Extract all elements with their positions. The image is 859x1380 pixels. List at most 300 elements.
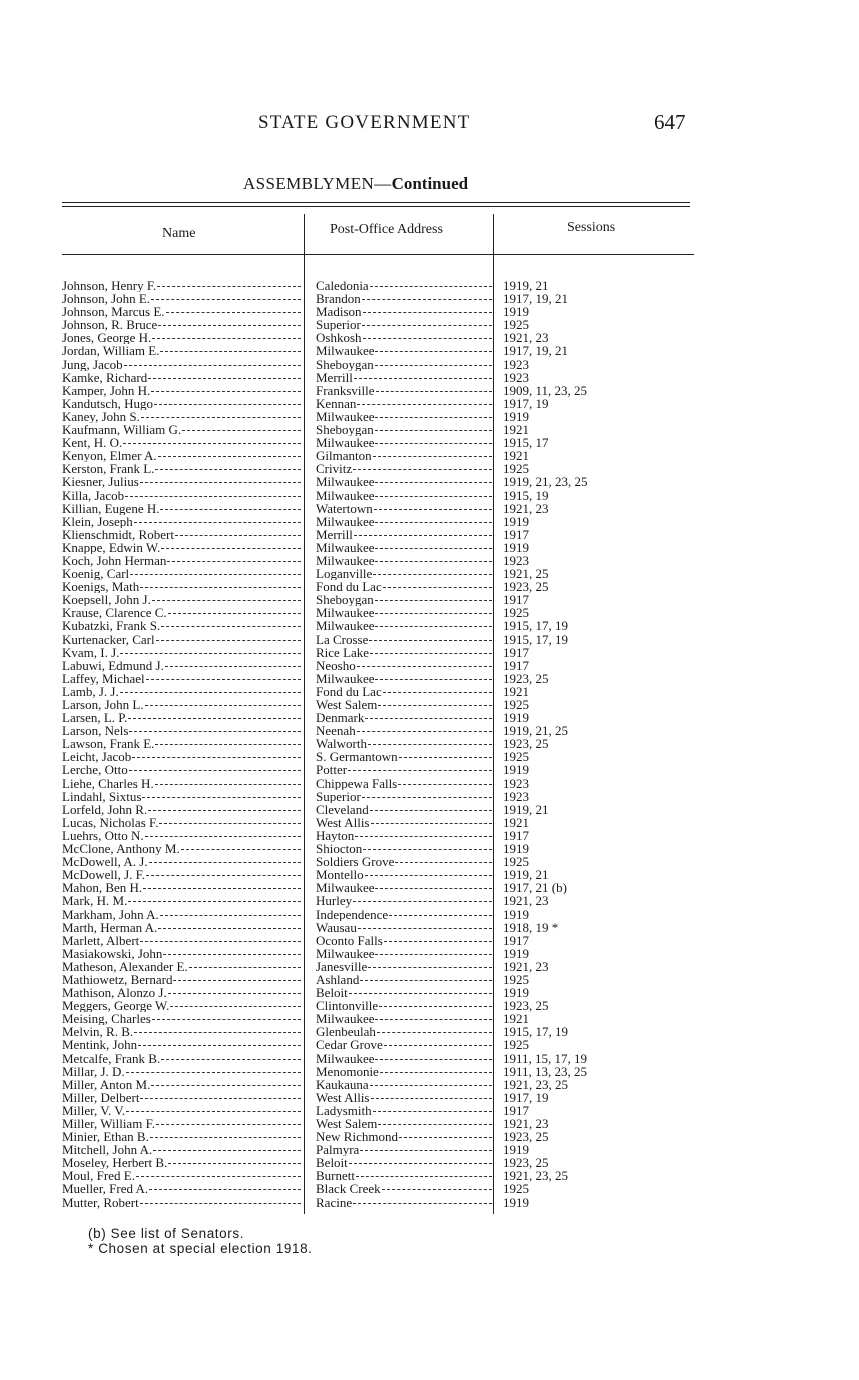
header-bottom-rule: [62, 254, 694, 255]
post-office-address: Milwaukee: [316, 436, 492, 449]
dot-leader: [175, 535, 301, 536]
sessions-served: 1919: [503, 305, 529, 319]
dot-leader: [153, 1150, 301, 1151]
dot-leader: [375, 1059, 492, 1060]
dot-leader: [152, 1019, 301, 1020]
post-office-address: Beloit: [316, 1156, 492, 1169]
post-office-address: Milwaukee: [316, 410, 492, 423]
post-office-address: West Allis: [316, 816, 492, 829]
dot-leader: [128, 901, 301, 902]
dot-leader: [375, 496, 492, 497]
sessions-served: 1919: [503, 1195, 529, 1209]
member-name: Kurtenacker, Carl: [62, 633, 301, 646]
sessions-served: 1919: [503, 946, 529, 960]
member-name: Meggers, George W.: [62, 999, 301, 1012]
sessions-served: 1923, 25: [503, 1130, 549, 1144]
dot-leader: [155, 744, 301, 745]
dot-leader: [379, 1006, 492, 1007]
member-name: Kent, H. O.: [62, 436, 301, 449]
dot-leader: [375, 430, 492, 431]
post-office-address: Beloit: [316, 986, 492, 999]
dot-leader: [375, 1019, 492, 1020]
post-office-address: Caledonia: [316, 279, 492, 292]
post-office-address: Neenah: [316, 724, 492, 737]
sessions-served: 1915, 19: [503, 488, 549, 502]
sessions-served: 1917: [503, 658, 529, 672]
member-name: Krause, Clarence C.: [62, 606, 301, 619]
dot-leader: [163, 954, 301, 955]
dot-leader: [357, 404, 492, 405]
dot-leader: [375, 365, 492, 366]
dot-leader: [160, 351, 301, 352]
dot-leader: [383, 692, 492, 693]
dot-leader: [160, 915, 301, 916]
member-name: Moseley, Herbert B.: [62, 1156, 301, 1169]
table-row: [62, 1156, 622, 1169]
post-office-address: Rice Lake: [316, 646, 492, 659]
table-row: [62, 750, 622, 763]
dot-leader: [120, 692, 301, 693]
member-name: Klein, Joseph: [62, 515, 301, 528]
dot-leader: [168, 993, 301, 994]
dot-leader: [154, 404, 301, 405]
post-office-address: Burnett: [316, 1169, 492, 1182]
sessions-served: 1919: [503, 514, 529, 528]
sessions-served: 1917, 21 (b): [503, 881, 567, 895]
dot-leader: [124, 365, 301, 366]
table-row: [62, 371, 622, 384]
sessions-served: 1919, 21, 23, 25: [503, 475, 588, 489]
table-row: [62, 1169, 622, 1182]
dot-leader: [395, 862, 492, 863]
post-office-address: Black Creek: [316, 1182, 492, 1195]
post-office-address: Hayton: [316, 829, 492, 842]
member-name: Marth, Herman A.: [62, 921, 301, 934]
dot-leader: [384, 941, 492, 942]
member-name: Lucas, Nicholas F.: [62, 816, 301, 829]
post-office-address: Milwaukee: [316, 489, 492, 502]
table-row: [62, 580, 622, 593]
dot-leader: [143, 888, 301, 889]
post-office-address: Oconto Falls: [316, 934, 492, 947]
sessions-served: 1917: [503, 1103, 529, 1117]
sessions-served: 1919, 21: [503, 802, 549, 816]
table-row: [62, 698, 622, 711]
sessions-served: 1917, 19: [503, 1090, 549, 1104]
table-row: [62, 397, 622, 410]
dot-leader: [160, 509, 301, 510]
sessions-served: 1911, 15, 17, 19: [503, 1051, 588, 1065]
dot-leader: [151, 1085, 301, 1086]
dot-leader: [371, 823, 493, 824]
dot-leader: [375, 548, 492, 549]
sessions-served: 1911, 13, 23, 25: [503, 1064, 588, 1078]
table-row: [62, 881, 622, 894]
dot-leader: [375, 954, 492, 955]
post-office-address: S. Germantown: [316, 750, 492, 763]
dot-leader: [170, 1006, 301, 1007]
member-name: Lerche, Otto: [62, 763, 301, 776]
post-office-address: Independence: [316, 908, 492, 921]
member-name: Kenyon, Elmer A.: [62, 449, 301, 462]
table-row: [62, 489, 622, 502]
sessions-served: 1918, 19 *: [503, 920, 559, 934]
table-row: [62, 279, 622, 292]
member-name: Klienschmidt, Robert: [62, 528, 301, 541]
sessions-served: 1921, 23: [503, 331, 549, 345]
dot-leader: [362, 797, 492, 798]
post-office-address: Ladysmith: [316, 1104, 492, 1117]
dot-leader: [349, 1163, 492, 1164]
post-office-address: Milwaukee: [316, 515, 492, 528]
sessions-served: 1917: [503, 933, 529, 947]
member-name: Lindahl, Sixtus: [62, 790, 301, 803]
dot-leader: [151, 299, 301, 300]
dot-leader: [360, 980, 492, 981]
dot-leader: [134, 1032, 301, 1033]
dot-leader: [161, 548, 301, 549]
table-row: [62, 934, 622, 947]
dot-leader: [145, 705, 301, 706]
dot-leader: [128, 718, 301, 719]
dot-leader: [360, 1150, 492, 1151]
sessions-served: 1917: [503, 593, 529, 607]
table-row: [62, 475, 622, 488]
table-row: [62, 384, 622, 397]
section-title: [243, 174, 468, 194]
post-office-address: Kaukauna: [316, 1078, 492, 1091]
sessions-served: 1909, 11, 23, 25: [503, 383, 588, 397]
post-office-address: Soldiers Grove: [316, 855, 492, 868]
sessions-served: 1917: [503, 527, 529, 541]
dot-leader: [349, 993, 492, 994]
member-name: Kvam, I. J.: [62, 646, 301, 659]
dot-leader: [132, 757, 301, 758]
dot-leader: [370, 286, 492, 287]
sessions-served: 1919: [503, 711, 529, 725]
sessions-served: 1917, 19, 21: [503, 344, 568, 358]
table-row: [62, 685, 622, 698]
dot-leader: [375, 351, 492, 352]
member-name: Mitchell, John A.: [62, 1143, 301, 1156]
post-office-address: Oshkosh: [316, 331, 492, 344]
dot-leader: [140, 1098, 301, 1099]
member-name: Koenigs, Math: [62, 580, 301, 593]
table-row: [62, 960, 622, 973]
sessions-served: 1921, 23: [503, 959, 549, 973]
member-name: Killa, Jacob: [62, 489, 301, 502]
member-name: Masiakowski, John: [62, 947, 301, 960]
post-office-address: Fond du Lac: [316, 685, 492, 698]
table-row: [62, 344, 622, 357]
table-row: [62, 724, 622, 737]
member-name: Kaufmann, William G.: [62, 423, 301, 436]
table-row: [62, 1091, 622, 1104]
dot-leader: [145, 836, 301, 837]
table-row: [62, 986, 622, 999]
member-name: Mark, H. M.: [62, 894, 301, 907]
dot-leader: [375, 482, 492, 483]
dot-leader: [368, 967, 492, 968]
sessions-served: 1923: [503, 370, 529, 384]
dot-leader: [376, 391, 493, 392]
sessions-served: 1917, 19, 21: [503, 292, 568, 306]
dot-leader: [134, 522, 301, 523]
dot-leader: [150, 1137, 301, 1138]
table-row: [62, 1182, 622, 1195]
member-name: Lamb, J. J.: [62, 685, 301, 698]
table-row: [62, 449, 622, 462]
post-office-address: Neosho: [316, 659, 492, 672]
post-office-address: Merrill: [316, 371, 492, 384]
dot-leader: [126, 1072, 301, 1073]
sessions-served: 1925: [503, 1182, 529, 1196]
table-row: [62, 921, 622, 934]
dot-leader: [382, 1189, 492, 1190]
dot-leader: [130, 574, 301, 575]
post-office-address: Milwaukee: [316, 606, 492, 619]
column-header-sessions: Sessions: [567, 220, 616, 235]
dot-leader: [156, 640, 301, 641]
sessions-served: 1925: [503, 318, 529, 332]
sessions-served: 1925: [503, 606, 529, 620]
sessions-served: 1923: [503, 776, 529, 790]
sessions-served: 1923, 25: [503, 580, 549, 594]
dot-leader: [182, 430, 301, 431]
post-office-address: Racine: [316, 1196, 492, 1209]
table-row: [62, 894, 622, 907]
sessions-served: 1919, 21: [503, 868, 549, 882]
post-office-address: West Salem: [316, 698, 492, 711]
member-name: Mentink, John: [62, 1038, 301, 1051]
sessions-served: 1925: [503, 698, 529, 712]
dot-leader: [369, 640, 492, 641]
member-name: Luehrs, Otto N.: [62, 829, 301, 842]
post-office-address: Hurley: [316, 894, 492, 907]
table-row: [62, 1065, 622, 1078]
post-office-address: Cedar Grove: [316, 1038, 492, 1051]
sessions-served: 1921, 25: [503, 567, 549, 581]
sessions-served: 1921: [503, 423, 529, 437]
table-row: [62, 606, 622, 619]
dot-leader: [375, 679, 492, 680]
member-name: Jones, George H.: [62, 331, 301, 344]
member-name: McDowell, J. F.: [62, 868, 301, 881]
member-name: Koch, John Herman: [62, 554, 301, 567]
member-name: Koenig, Carl: [62, 567, 301, 580]
dot-leader: [146, 679, 301, 680]
dot-leader: [373, 1111, 492, 1112]
section-title-main: ASSEMBLYMEN—: [243, 174, 392, 193]
member-name: Markham, John A.: [62, 908, 301, 921]
member-name: Jordan, William E.: [62, 344, 301, 357]
member-name: McClone, Anthony M.: [62, 842, 301, 855]
dot-leader: [399, 1137, 492, 1138]
post-office-address: Milwaukee: [316, 947, 492, 960]
dot-leader: [168, 613, 301, 614]
sessions-served: 1921: [503, 1012, 529, 1026]
table-row: [62, 515, 622, 528]
dot-leader: [140, 587, 301, 588]
dot-leader: [161, 626, 301, 627]
dot-leader: [365, 875, 492, 876]
table-top-rule-double: [62, 206, 690, 207]
dot-leader: [355, 836, 492, 837]
post-office-address: Montello: [316, 868, 492, 881]
table-row: [62, 436, 622, 449]
dot-leader: [363, 312, 493, 313]
member-name: Larsen, L. P.: [62, 711, 301, 724]
dot-leader: [165, 666, 301, 667]
member-name: Johnson, Henry F.: [62, 279, 301, 292]
member-name: Marlett, Albert: [62, 934, 301, 947]
dot-leader: [158, 456, 301, 457]
table-row: [62, 855, 622, 868]
member-name: Johnson, Marcus E.: [62, 305, 301, 318]
dot-leader: [146, 875, 301, 876]
dot-leader: [348, 770, 492, 771]
sessions-served: 1921: [503, 684, 529, 698]
dot-leader: [370, 810, 492, 811]
member-name: Miller, Anton M.: [62, 1078, 301, 1091]
dot-leader: [383, 587, 492, 588]
dot-leader: [363, 338, 492, 339]
sessions-served: 1917: [503, 828, 529, 843]
table-row: [62, 462, 622, 475]
dot-leader: [375, 626, 492, 627]
member-name: Kubatzki, Frank S.: [62, 619, 301, 632]
sessions-served: 1921, 23: [503, 1117, 549, 1131]
dot-leader: [357, 731, 492, 732]
table-row: [62, 1078, 622, 1091]
member-name: Johnson, John E.: [62, 292, 301, 305]
dot-leader: [159, 823, 301, 824]
table-row: [62, 318, 622, 331]
dot-leader: [168, 1163, 301, 1164]
dot-leader: [375, 613, 492, 614]
dot-leader: [398, 784, 492, 785]
dot-leader: [189, 967, 301, 968]
sessions-served: 1925: [503, 750, 529, 764]
member-name: Metcalfe, Frank B.: [62, 1052, 301, 1065]
dot-leader: [156, 1124, 301, 1125]
post-office-address: Denmark: [316, 711, 492, 724]
sessions-served: 1919: [503, 409, 529, 424]
post-office-address: Wausau: [316, 921, 492, 934]
post-office-address: Sheboygan: [316, 358, 492, 371]
dot-leader: [362, 325, 492, 326]
sessions-served: 1923, 25: [503, 737, 549, 751]
dot-leader: [375, 888, 492, 889]
post-office-address: Merrill: [316, 528, 492, 541]
dot-leader: [375, 443, 492, 444]
table-row: [62, 947, 622, 960]
column-header-address: Post-Office Address: [330, 222, 443, 237]
dot-leader: [377, 1032, 492, 1033]
sessions-served: 1917, 19: [503, 396, 549, 410]
dot-leader: [362, 299, 492, 300]
post-office-address: New Richmond: [316, 1130, 492, 1143]
sessions-served: 1923: [503, 553, 529, 568]
member-name: Kiesner, Julius: [62, 475, 301, 488]
member-name: Jung, Jacob: [62, 358, 301, 371]
dot-leader: [399, 757, 492, 758]
dot-leader: [140, 482, 301, 483]
table-row: [62, 1130, 622, 1143]
member-name: Miller, William F.: [62, 1117, 301, 1130]
sessions-served: 1925: [503, 972, 529, 987]
member-name: Mueller, Fred A.: [62, 1182, 301, 1195]
footnote-star: * Chosen at special election 1918.: [88, 1240, 313, 1256]
dot-leader: [173, 980, 301, 981]
member-name: Kaney, John S.: [62, 410, 301, 423]
post-office-address: Clintonville: [316, 999, 492, 1012]
table-row: [62, 1012, 622, 1025]
member-name: Lorfeld, John R.: [62, 803, 301, 816]
table-row: [62, 593, 622, 606]
dot-leader: [123, 443, 301, 444]
post-office-address: Loganville: [316, 567, 492, 580]
post-office-address: Gilmanton: [316, 449, 492, 462]
member-name: Kamke, Richard: [62, 371, 301, 384]
dot-leader: [378, 705, 492, 706]
member-name: Knappe, Edwin W.: [62, 541, 301, 554]
sessions-served: 1919: [503, 763, 529, 777]
sessions-served: 1919: [503, 1143, 529, 1157]
post-office-address: Milwaukee: [316, 1052, 492, 1065]
table-row: [62, 292, 622, 305]
dot-leader: [353, 901, 492, 902]
post-office-address: Milwaukee: [316, 1012, 492, 1025]
table-top-rule: [62, 202, 690, 203]
dot-leader: [138, 1045, 301, 1046]
table-row: [62, 816, 622, 829]
table-row: [62, 737, 622, 750]
table-row: [62, 1025, 622, 1038]
dot-leader: [149, 862, 301, 863]
table-row: [62, 423, 622, 436]
dot-leader: [358, 928, 492, 929]
dot-leader: [152, 600, 301, 601]
dot-leader: [155, 784, 301, 785]
table-row: [62, 567, 622, 580]
page-number: 647: [654, 110, 686, 134]
table-row: [62, 410, 622, 423]
table-row: [62, 999, 622, 1012]
sessions-served: 1921, 23: [503, 894, 549, 908]
member-name: Mutter, Robert: [62, 1196, 301, 1209]
post-office-address: Milwaukee: [316, 344, 492, 357]
table-row: [62, 1196, 622, 1209]
sessions-served: 1915, 17: [503, 436, 549, 450]
member-name: McDowell, A. J.: [62, 855, 301, 868]
member-name: Minier, Ethan B.: [62, 1130, 301, 1143]
member-name: Lawson, Frank E.: [62, 737, 301, 750]
dot-leader: [120, 653, 301, 654]
post-office-address: Brandon: [316, 292, 492, 305]
dot-leader: [356, 1176, 492, 1177]
sessions-served: 1923, 25: [503, 1156, 549, 1170]
member-name: Johnson, R. Bruce: [62, 318, 301, 331]
member-name: Kerston, Frank L.: [62, 462, 301, 475]
dot-leader: [142, 797, 301, 798]
assemblymen-table-body: [62, 279, 622, 1209]
dot-leader: [370, 1085, 492, 1086]
sessions-served: 1921, 23, 25: [503, 1169, 568, 1183]
table-row: [62, 908, 622, 921]
dot-leader: [389, 915, 492, 916]
dot-leader: [167, 561, 301, 562]
